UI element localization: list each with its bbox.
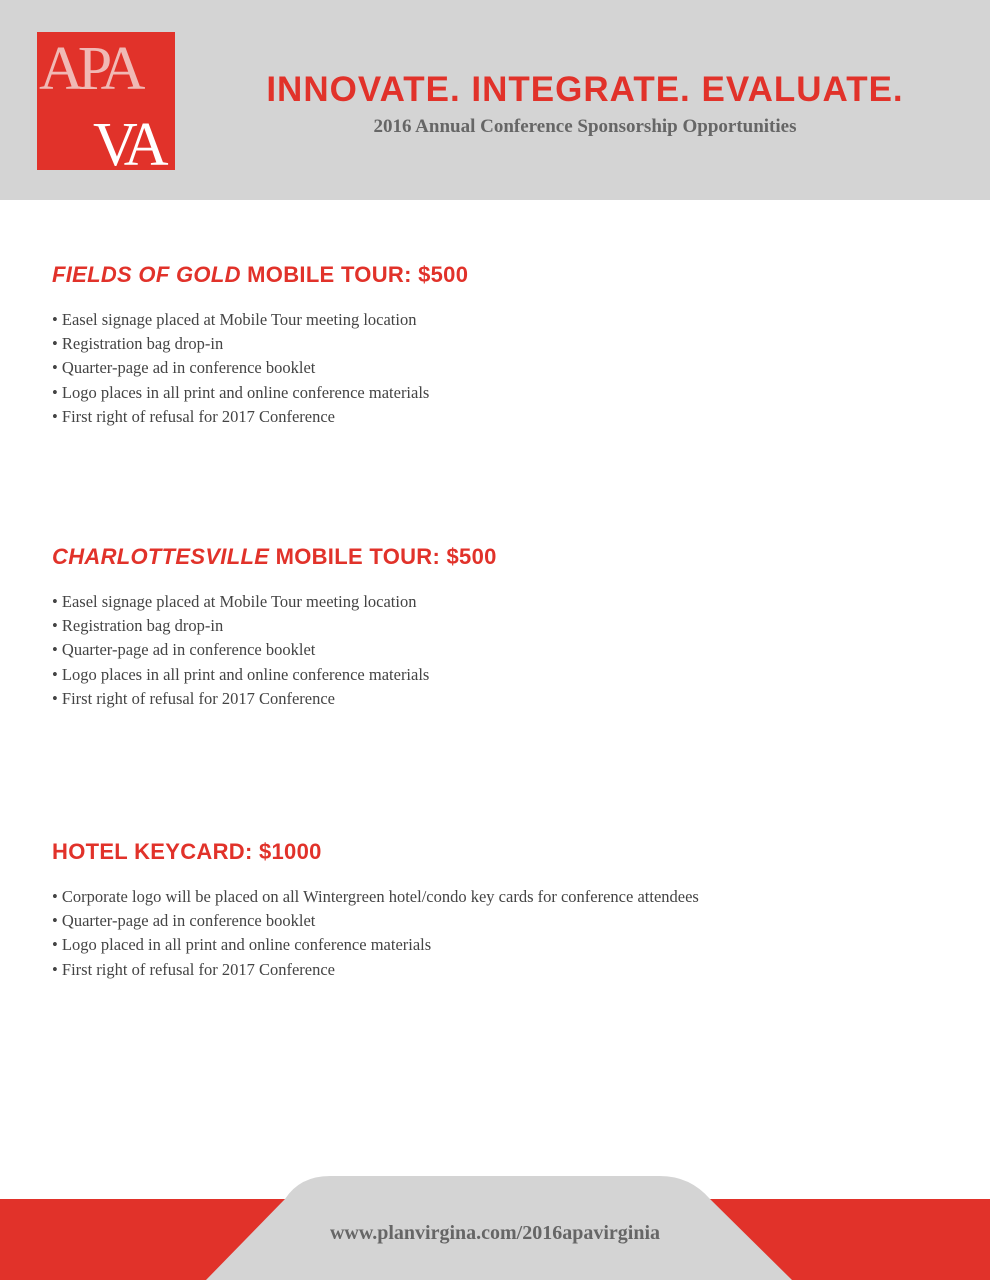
list-item: • First right of refusal for 2017 Conference bbox=[52, 405, 952, 429]
list-item: • Quarter-page ad in conference booklet bbox=[52, 638, 952, 662]
section-title-rest: MOBILE TOUR: $500 bbox=[269, 544, 497, 569]
subheadline: 2016 Annual Conference Sponsorship Opportunities bbox=[373, 116, 797, 137]
list-item: • Logo places in all print and online conference materials bbox=[52, 663, 952, 687]
section-title-italic: FIELDS OF GOLD bbox=[52, 262, 241, 287]
logo-text-apa: APA bbox=[39, 35, 140, 103]
list-item: • Quarter-page ad in conference booklet bbox=[52, 909, 952, 933]
list-item: • Easel signage placed at Mobile Tour meeting location bbox=[52, 590, 952, 614]
section-title-rest: MOBILE TOUR: $500 bbox=[240, 262, 469, 287]
list-item: • First right of refusal for 2017 Conference bbox=[52, 687, 952, 711]
logo-text-va: VA bbox=[93, 111, 163, 170]
section-title-rest: HOTEL KEYCARD: $1000 bbox=[52, 839, 322, 864]
list-item: • Easel signage placed at Mobile Tour meeting location bbox=[52, 308, 952, 332]
list-item: • First right of refusal for 2017 Conference bbox=[52, 958, 952, 982]
list-item: • Quarter-page ad in conference booklet bbox=[52, 356, 952, 380]
list-item: • Corporate logo will be placed on all Wintergreen hotel/condo key cards for conference attendees bbox=[52, 885, 952, 909]
headline: INNOVATE. INTEGRATE. EVALUATE. bbox=[266, 70, 904, 109]
section-title-italic: CHARLOTTESVILLE bbox=[52, 544, 270, 569]
list-item: • Registration bag drop-in bbox=[52, 614, 952, 638]
list-item: • Logo places in all print and online conference materials bbox=[52, 381, 952, 405]
list-item: • Registration bag drop-in bbox=[52, 332, 952, 356]
list-item: • Logo placed in all print and online conference materials bbox=[52, 933, 952, 957]
footer-url-link[interactable]: www.planvirgina.com/2016apavirginia bbox=[329, 1222, 661, 1244]
